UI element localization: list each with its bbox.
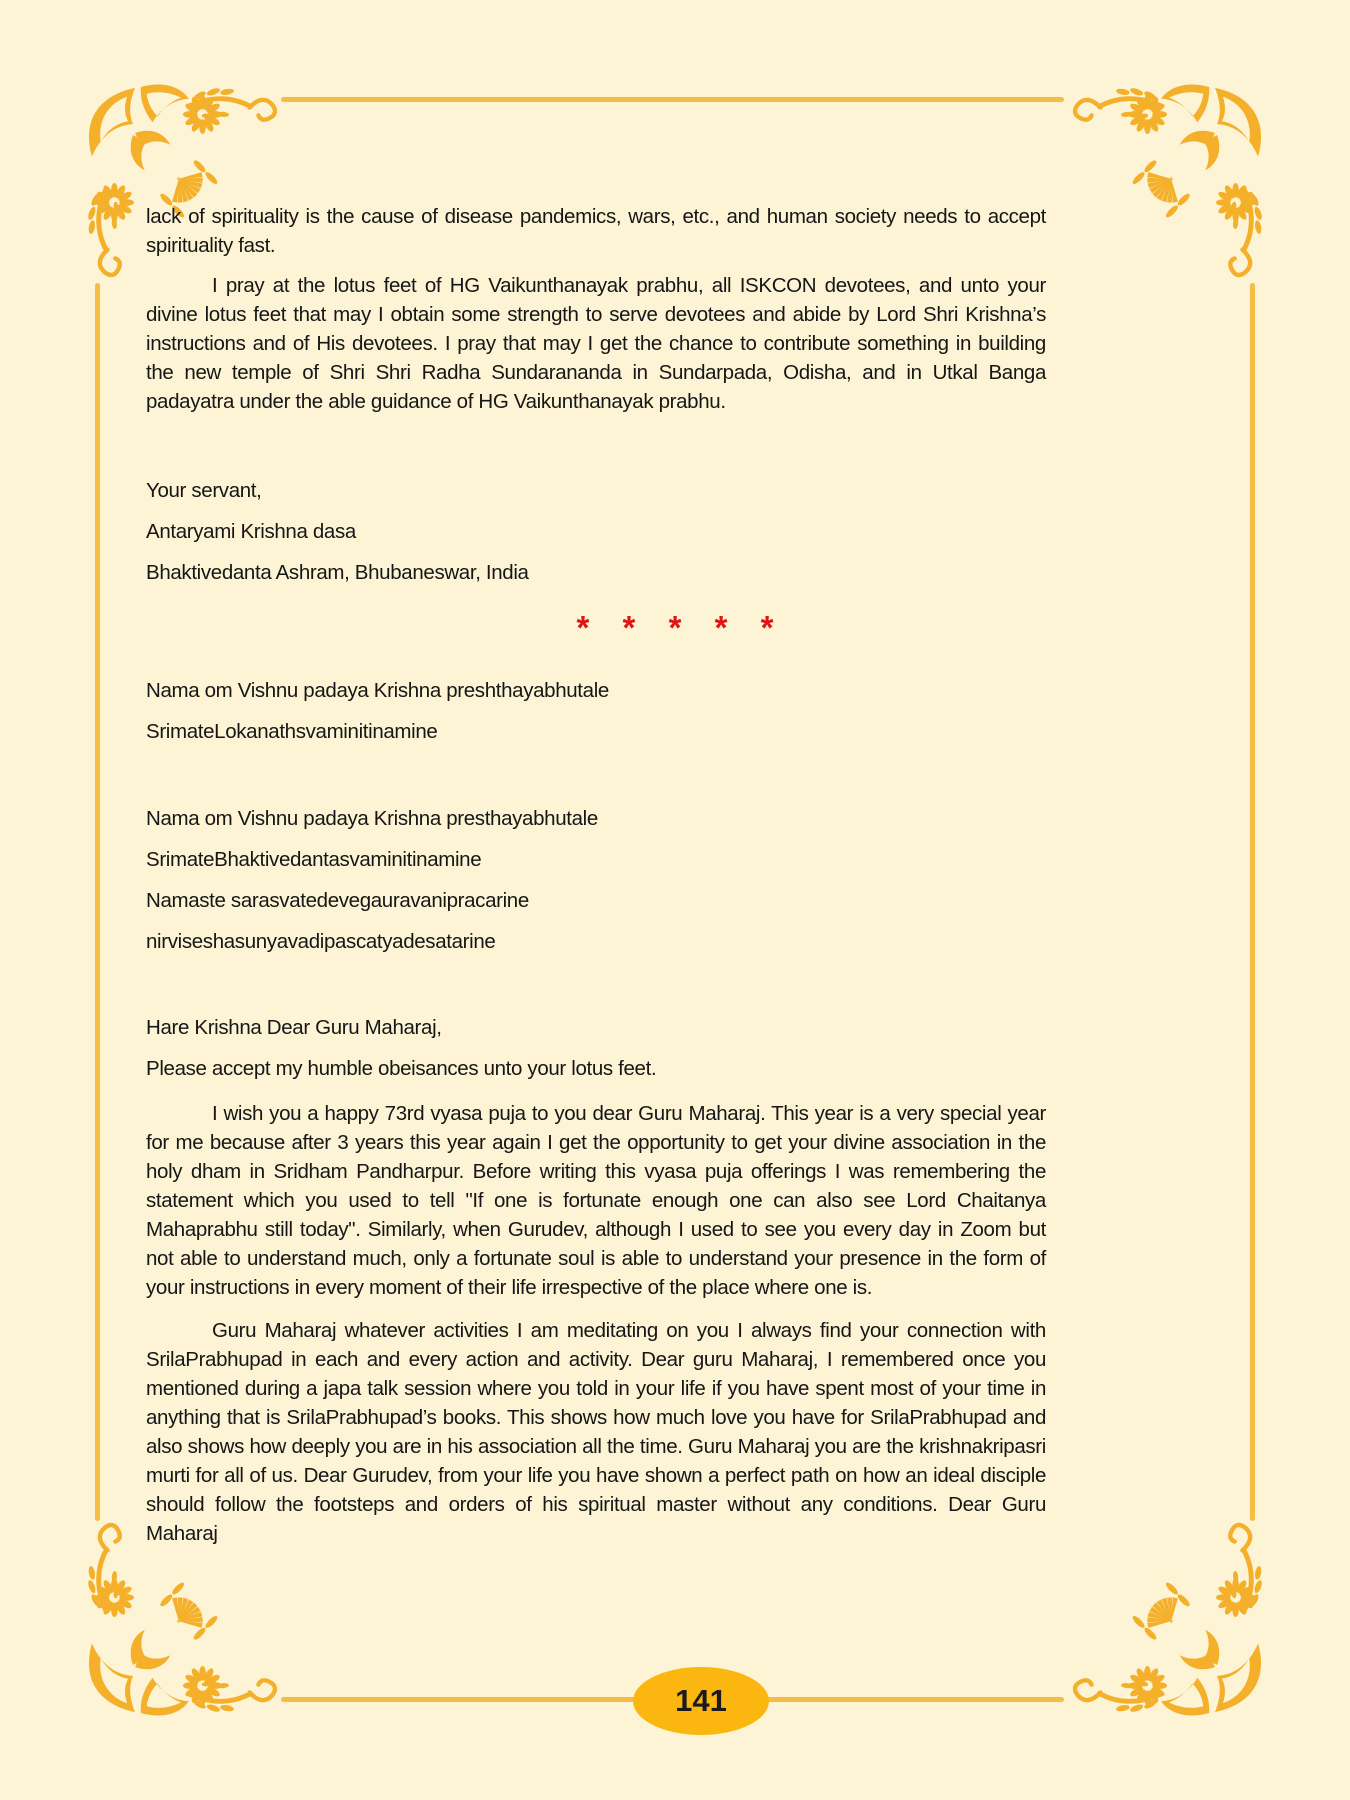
obeisance-line: Please accept my humble obeisances unto your lotus feet.	[146, 1057, 657, 1080]
asterisk-separator: * * * * *	[576, 609, 786, 646]
corner-flourish-bottom-right-icon	[1070, 1520, 1266, 1716]
signature-line: Antaryami Krishna dasa	[146, 520, 356, 543]
border-line-right	[1250, 283, 1255, 1521]
signoff-line: Your servant,	[146, 479, 262, 502]
border-line-left	[95, 283, 100, 1521]
pranam-verse1-line2: SrimateLokanathsvaminitinamine	[146, 720, 438, 743]
pranam-verse2-line1: Nama om Vishnu padaya Krishna presthayabhutale	[146, 807, 598, 830]
paragraph-vyasa-puja: I wish you a happy 73rd vyasa puja to you dear Guru Maharaj. This year is a very special year for me because after 3 years this year again I get the opportunity to get your divine association in the holy dham in Sridham Pandharpur. Before writing this vyasa puja offerings I was remembering the statement which you used to tell "If one is fortunate enough one can also see Lord Chaitanya Mahaprabhu still today". Similarly, when Gurudev, although I used to see you every day in Zoom but not able to understand much, only a fortunate soul is able to understand your presence in the form of your instructions in every moment of their life irrespective of the place where one is.	[146, 1102, 1046, 1299]
pranam-verse1-line1: Nama om Vishnu padaya Krishna preshthayabhutale	[146, 679, 609, 702]
page-number: 141	[675, 1683, 727, 1718]
pranam-verse2-line4: nirviseshasunyavadipascatyadesatarine	[146, 930, 496, 953]
pranam-verse2-line2: SrimateBhaktivedantasvaminitinamine	[146, 848, 482, 871]
page-number-badge	[633, 1667, 769, 1735]
salutation-line: Hare Krishna Dear Guru Maharaj,	[146, 1016, 442, 1039]
corner-flourish-bottom-left-icon	[84, 1520, 280, 1716]
corner-flourish-top-right-icon	[1070, 84, 1266, 280]
paragraph-meditation: Guru Maharaj whatever activities I am meditating on you I always find your connection with SrilaPrabhupad in each and every action and activity. Dear guru Maharaj, I remembered once you mentioned during a japa talk session where you told in your life if you have spent most of your time in anything that is SrilaPrabhupad’s books. This shows how much love you have for SrilaPrabhupad and also shows how deeply you are in his association all the time. Guru Maharaj you are the krishnakripasri murti for all of us. Dear Gurudev, from your life you have shown a perfect path on how an ideal disciple should follow the footsteps and orders of his spiritual master without any conditions. Dear Guru Maharaj	[146, 1319, 1046, 1545]
border-line-top	[281, 97, 1064, 102]
paragraph-prayer: I pray at the lotus feet of HG Vaikunthanayak prabhu, all ISKCON devotees, and unto your divine lotus feet that may I obtain some strength to serve devotees and abide by Lord Shri Krishna’s instructions and of His devotees. I pray that may I get the chance to contribute something in building the new temple of Shri Shri Radha Sundarananda in Sundarpada, Odisha, and in Utkal Banga padayatra under the able guidance of HG Vaikunthanayak prabhu.	[146, 274, 1046, 413]
letter-text-column	[146, 202, 1046, 1548]
location-line: Bhaktivedanta Ashram, Bhubaneswar, India	[146, 561, 529, 584]
paragraph-continuation: lack of spirituality is the cause of disease pandemics, wars, etc., and human society needs to accept spirituality fast.	[146, 205, 1046, 257]
pranam-verse2-line3: Namaste sarasvatedevegauravanipracarine	[146, 889, 529, 912]
